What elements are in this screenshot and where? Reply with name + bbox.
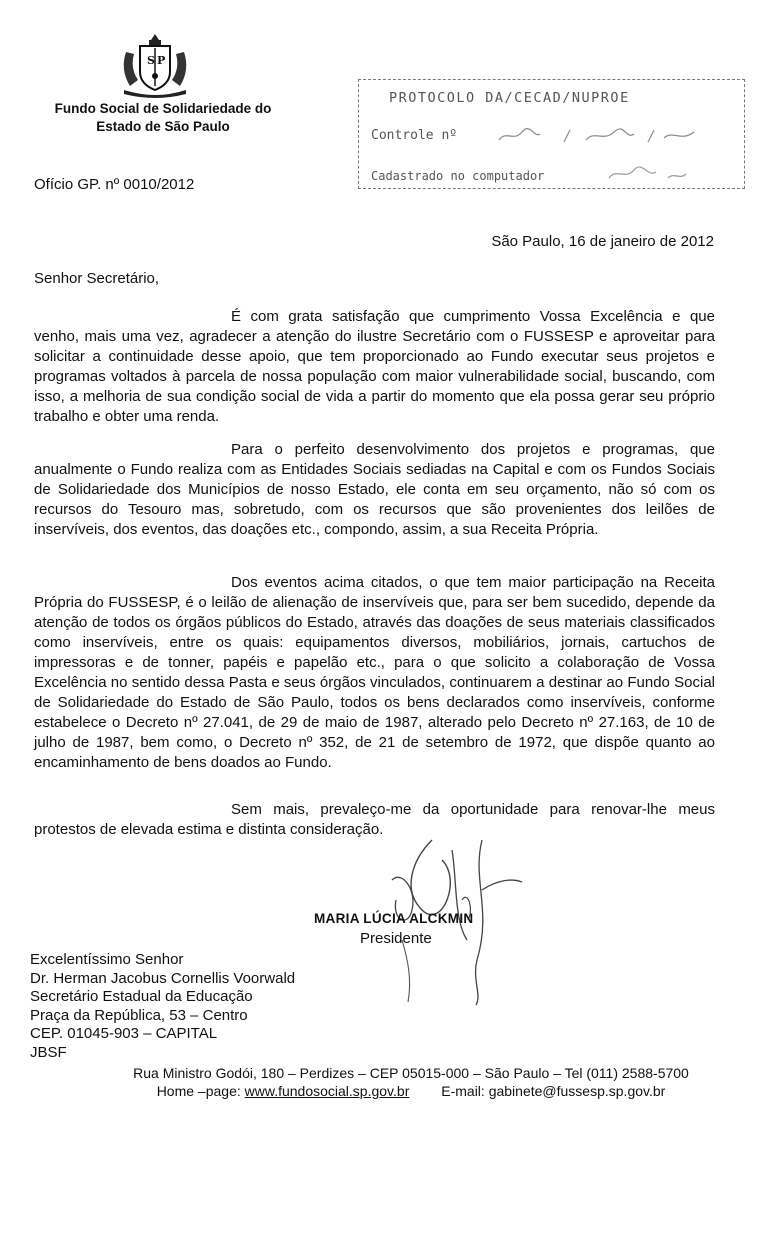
body-paragraph-2: Para o perfeito desenvolvimento dos projetos e programas, que anualmente o Fundo realiza com as Entidades Sociais sediadas na Capital e com os Fundos Sociais de Solidariedade dos Municípios de nosso Estado, ele conta em seu orçamento, não só com os recursos do Tesouro mas, sobretudo, com os recursos que são provenientes dos leilões de inservíveis, dos eventos, das doações etc., compondo, assim, a sua Receita Própria.	[34, 441, 715, 538]
coat-of-arms-icon	[116, 30, 194, 98]
recipient-line: Dr. Herman Jacobus Cornellis Voorwald	[30, 969, 296, 987]
email-address: E-mail: gabinete@fussesp.sp.gov.br	[441, 1082, 666, 1099]
stamp-line-1: PROTOCOLO DA/CECAD/NUPROE	[389, 90, 630, 106]
salutation: Senhor Secretário,	[34, 270, 160, 287]
stamp-line-3: Cadastrado no computador	[371, 169, 545, 183]
org-line-2: Estado de São Paulo	[96, 119, 230, 134]
svg-text:S: S	[147, 54, 155, 67]
body-paragraph-3: Dos eventos acima citados, o que tem maior participação na Receita Própria do FUSSESP, é o leilão de alienação de inservíveis que, para ser bem sucedido, depende da atenção de todos os órgãos públicos do Estado, através das doações de seus materiais classificados como inservíveis, entre os quais: equipamentos diversos, mobiliários, jornais, cartuchos de impressoras e de tonner, papéis e papelão etc., para o que solicito a colaboração de Vossa Excelência no sentido dessa Pasta e seus órgãos vinculados, continuarem a destinar ao Fundo Social de Solidariedade do Estado de São Paulo, todos os bens declarados como inservíveis, conforme estabelece o Decreto nº 27.041, de 29 de maio de 1987, alterado pelo Decreto nº 27.163, de 10 de julho de 1987, bem como, o Decreto nº 352, de 21 de setembro de 1972, que dispõe quanto ao encaminhamento de bens doados ao Fundo.	[34, 574, 715, 771]
organization-name	[38, 100, 288, 136]
handwritten-control-number	[494, 124, 714, 148]
footer-address: Rua Ministro Godói, 180 – Perdizes – CEP 05015-000 – São Paulo – Tel (011) 2588-5700	[133, 1065, 689, 1081]
body-paragraph-1: É com grata satisfação que cumprimento Vossa Excelência e que venho, mais uma vez, agradecer a atenção do ilustre Secretário com o FUSSESP e aproveitar para solicitar a continuidade desse apoio, que tem proporcionado ao Fundo executar seus projetos e programas voltados à parcela de nossa população com maior vulnerabilidade social, buscando, com isso, a melhoria de sua condição social de vida a partir do momento que ela possa gerar seu próprio trabalho e obter uma renda.	[34, 308, 715, 425]
closing-paragraph: Sem mais, prevaleço-me da oportunidade para renovar-lhe meus protestos de elevada estima e distinta consideração.	[34, 801, 715, 838]
recipient-line: Excelentíssimo Senhor	[30, 951, 184, 968]
svg-text:P: P	[157, 54, 166, 67]
recipient-line: Secretário Estadual da Educação	[30, 988, 253, 1005]
recipient-line: CEP. 01045-903 – CAPITAL	[30, 1025, 218, 1042]
org-line-1: Fundo Social de Solidariedade do	[54, 101, 272, 116]
stamp-line-2: Controle nº	[371, 128, 458, 143]
letter-reference: Ofício GP. nº 0010/2012	[34, 176, 195, 193]
handwritten-initials	[604, 164, 694, 184]
signatory-name: MARIA LÚCIA ALCKMIN	[314, 911, 474, 926]
recipient-line: JBSF	[30, 1043, 67, 1061]
recipient-line: Praça da República, 53 – Centro	[30, 1006, 248, 1024]
signatory-role: Presidente	[360, 930, 432, 947]
recipient-block	[30, 951, 295, 1062]
letter-date: São Paulo, 16 de janeiro de 2012	[491, 233, 714, 250]
protocol-stamp	[358, 79, 745, 189]
letter-footer	[96, 1065, 726, 1100]
homepage-link[interactable]: www.fundosocial.sp.gov.br	[244, 1082, 410, 1099]
homepage-label: Home –page:	[156, 1082, 241, 1099]
footer-contacts	[96, 1083, 726, 1101]
